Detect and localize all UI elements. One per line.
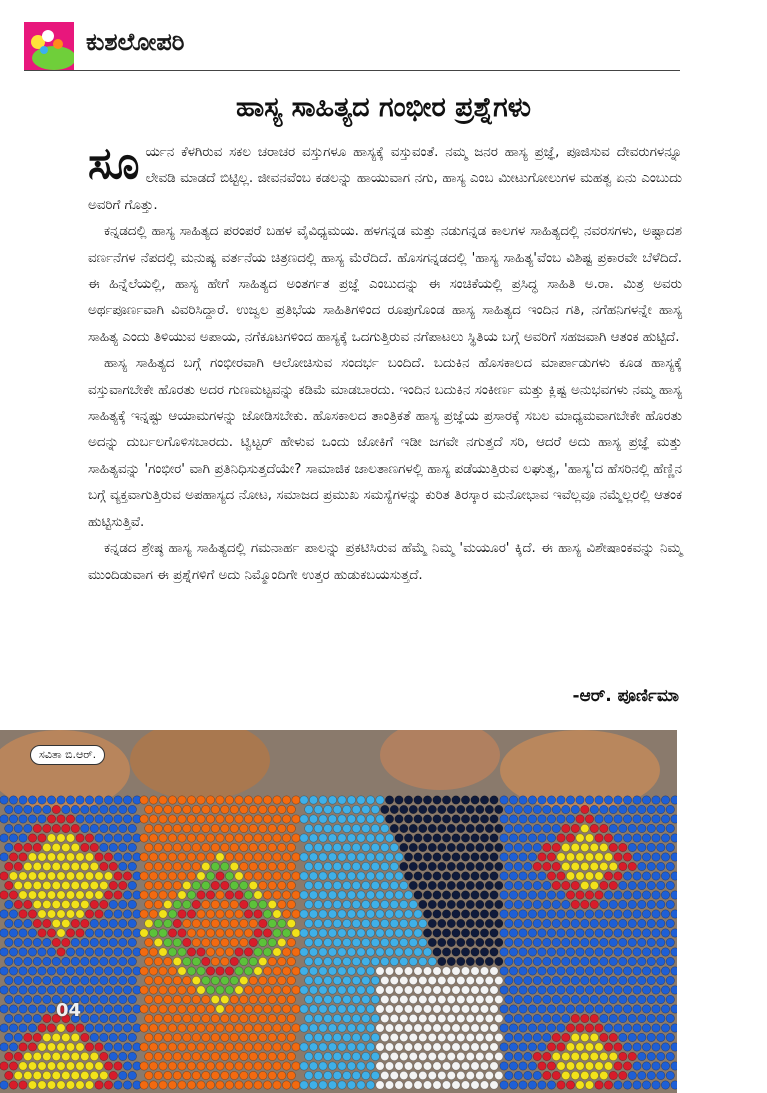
article-paragraph-3: ಹಾಸ್ಯ ಸಾಹಿತ್ಯದ ಬಗ್ಗೆ ಗಂಭೀರವಾಗಿ ಆಲೋಚಿಸುವ ಸಂದರ್ಭ ಬಂದಿದೆ. ಬದುಕಿನ ಹೊಸಕಾಲದ ಮಾರ್ಪಾಡುಗಳು ಕೂಡ ಹಾಸ್ಯಕ್ಕೆ ವಸ್ತುವಾಗಬೇಕೇ ಹೊರತು ಅದರ ಗುಣಮಟ್ಟವನ್ನು ಕಡಿಮೆ ಮಾಡಬಾರದು. ಇಂದಿನ ಬದುಕಿನ ಸಂಕೀರ್ಣ ಮತ್ತು ಕ್ಲಿಷ್ಟ ಅನುಭವಗಳು ನಮ್ಮ ಹಾಸ್ಯ ಸಾಹಿತ್ಯಕ್ಕೆ ಇನ್ನಷ್ಟು ಆಯಾಮಗಳನ್ನು ಜೋಡಿಸಬೇಕು. ಹೊಸಕಾಲದ ತಾಂತ್ರಿಕತೆ ಹಾಸ್ಯ ಪ್ರಜ್ಞೆಯ ಪ್ರಸಾರಕ್ಕೆ ಸಬಲ ಮಾಧ್ಯಮವಾಗಬೇಕೇ ಹೊರತು ಅದನ್ನು ದುರ್ಬಲಗೊಳಿಸಬಾರದು. ಟ್ವಿಟ್ಟರ್ ಹೇಳುವ ಒಂದು ಜೋಕಿಗೆ ಇಡೀ ಜಗವೇ ನಗುತ್ತದೆ ಸರಿ, ಆದರೆ ಅದು ಹಾಸ್ಯ ಪ್ರಜ್ಞೆ ಮತ್ತು ಸಾಹಿತ್ಯವನ್ನು 'ಗಂಭೀರ' ವಾಗಿ ಪ್ರತಿನಿಧಿಸುತ್ತದೆಯೇ? ಸಾಮಾಜಿಕ ಜಾಲತಾಣಗಳಲ್ಲಿ ಹಾಸ್ಯ ಪಡೆಯುತ್ತಿರುವ ಲಘುತ್ವ, 'ಹಾಸ್ಯ'ದ ಹೆಸರಿನಲ್ಲಿ ಹೆಣ್ಣಿನ ಬಗ್ಗೆ ವ್ಯಕ್ತವಾಗುತ್ತಿರುವ ಅಪಹಾಸ್ಯದ ನೋಟ, ಸಮಾಜದ ಪ್ರಮುಖ ಸಮಸ್ಯೆಗಳನ್ನು ಕುರಿತ ತಿರಸ್ಕಾರ ಮನೋಭಾವ ಇವೆಲ್ಲವೂ ನಮ್ಮೆಲ್ಲರಲ್ಲಿ ಆತಂಕ ಹುಟ್ಟಿಸುತ್ತಿವೆ. <box>88 356 682 530</box>
article-paragraph-4: ಕನ್ನಡದ ಶ್ರೇಷ್ಠ ಹಾಸ್ಯ ಸಾಹಿತ್ಯದಲ್ಲಿ ಗಮನಾರ್ಹ ಪಾಲನ್ನು ಪ್ರಕಟಿಸಿರುವ ಹೆಮ್ಮೆ ನಿಮ್ಮ 'ಮಯೂರ' ಕ್ಕಿದೆ. ಈ ಹಾಸ್ಯ ವಿಶೇಷಾಂಕವನ್ನು ನಿಮ್ಮ ಮುಂದಿಡುವಾಗ ಈ ಪ್ರಶ್ನೆಗಳಿಗೆ ಅದು ನಿಮ್ಮೊಂದಿಗೇ ಉತ್ತರ ಹುಡುಕಬಯಸುತ್ತದೆ. <box>88 541 682 583</box>
photo-credit: ಸವಿತಾ ಬಿ.ಆರ್. <box>30 745 105 765</box>
author-signature: -ಆರ್. ಪೂರ್ಣಿಮಾ <box>572 686 679 706</box>
article-body <box>88 140 682 589</box>
article-title: ಹಾಸ್ಯ ಸಾಹಿತ್ಯದ ಗಂಭೀರ ಪ್ರಶ್ನೆಗಳು <box>235 92 532 123</box>
section-name: ಕುಶಲೋಪರಿ <box>86 28 185 56</box>
header-divider <box>24 70 680 71</box>
article-paragraph-2: ಕನ್ನಡದಲ್ಲಿ ಹಾಸ್ಯ ಸಾಹಿತ್ಯದ ಪರಂಪರೆ ಬಹಳ ವೈವಿಧ್ಯಮಯ. ಹಳಗನ್ನಡ ಮತ್ತು ನಡುಗನ್ನಡ ಕಾಲಗಳ ಸಾಹಿತ್ಯದಲ್ಲಿ ನವರಸಗಳು, ಅಷ್ಟಾದಶ ವರ್ಣನೆಗಳ ನೆಪದಲ್ಲಿ ಮನುಷ್ಯ ವರ್ತನೆಯ ಚಿತ್ರಣದಲ್ಲಿ ಹಾಸ್ಯ ಮೆರೆದಿದೆ. ಹೊಸಗನ್ನಡದಲ್ಲಿ 'ಹಾಸ್ಯ ಸಾಹಿತ್ಯ'ವೆಂಬ ವಿಶಿಷ್ಟ ಪ್ರಕಾರವೇ ಬೆಳೆದಿದೆ. ಈ ಹಿನ್ನೆಲೆಯಲ್ಲಿ, ಹಾಸ್ಯ ಹೇಗೆ ಸಾಹಿತ್ಯದ ಅಂತರ್ಗತ ಪ್ರಜ್ಞೆ ಎಂಬುದನ್ನು ಈ ಸಂಚಿಕೆಯಲ್ಲಿ ಪ್ರಸಿದ್ಧ ಸಾಹಿತಿ ಅ.ರಾ. ಮಿತ್ರ ಅವರು ಅರ್ಥಪೂರ್ಣವಾಗಿ ವಿವರಿಸಿದ್ದಾರೆ. ಉಜ್ವಲ ಪ್ರತಿಭೆಯ ಸಾಹಿತಿಗಳಿಂದ ರೂಪುಗೊಂಡ ಹಾಸ್ಯ ಸಾಹಿತ್ಯದ ಇಂದಿನ ಗತಿ, ನಗೆಹನಿಗಳನ್ನೇ ಹಾಸ್ಯ ಸಾಹಿತ್ಯ ಎಂದು ತಿಳಿಯುವ ಅಪಾಯ, ನಗೆಕೂಟಗಳಿಂದ ಹಾಸ್ಯಕ್ಕೆ ಒದಗುತ್ತಿರುವ ನಗೆಪಾಟಲು ಸ್ಥಿತಿಯ ಬಗ್ಗೆ ಅವರಿಗೆ ಸಹಜವಾಗಿ ಆತಂಕ ಹುಟ್ಟಿದೆ. <box>88 224 682 345</box>
beadwork-photo <box>0 730 677 1093</box>
drop-cap: ಸೂ <box>88 138 140 189</box>
paragraph-text: ರ್ಯನ ಕೆಳಗಿರುವ ಸಕಲ ಚರಾಚರ ವಸ್ತುಗಳೂ ಹಾಸ್ಯಕ್ಕೆ ವಸ್ತುವಂತೆ. ನಮ್ಮ ಜನರ ಹಾಸ್ಯ ಪ್ರಜ್ಞೆ, ಪೂಜಿಸುವ ದೇವರುಗಳನ್ನೂ ಲೇವಡಿ ಮಾಡದೆ ಬಿಟ್ಟಿಲ್ಲ. ಜೀವನವೆಂಬ ಕಡಲನ್ನು ಹಾಯುವಾಗ ನಗು, ಹಾಸ್ಯ ಎಂಬ ಮೀಟುಗೋಲುಗಳ ಮಹತ್ವ ಏನು ಎಂಬುದು ಅವರಿಗೆ ಗೊತ್ತು. <box>88 145 682 213</box>
flower-logo-icon <box>24 22 74 70</box>
page-number: 04 <box>56 1000 82 1021</box>
beadwork-image <box>0 730 677 1093</box>
page-header <box>24 22 680 72</box>
article-paragraph-1 <box>88 140 682 219</box>
